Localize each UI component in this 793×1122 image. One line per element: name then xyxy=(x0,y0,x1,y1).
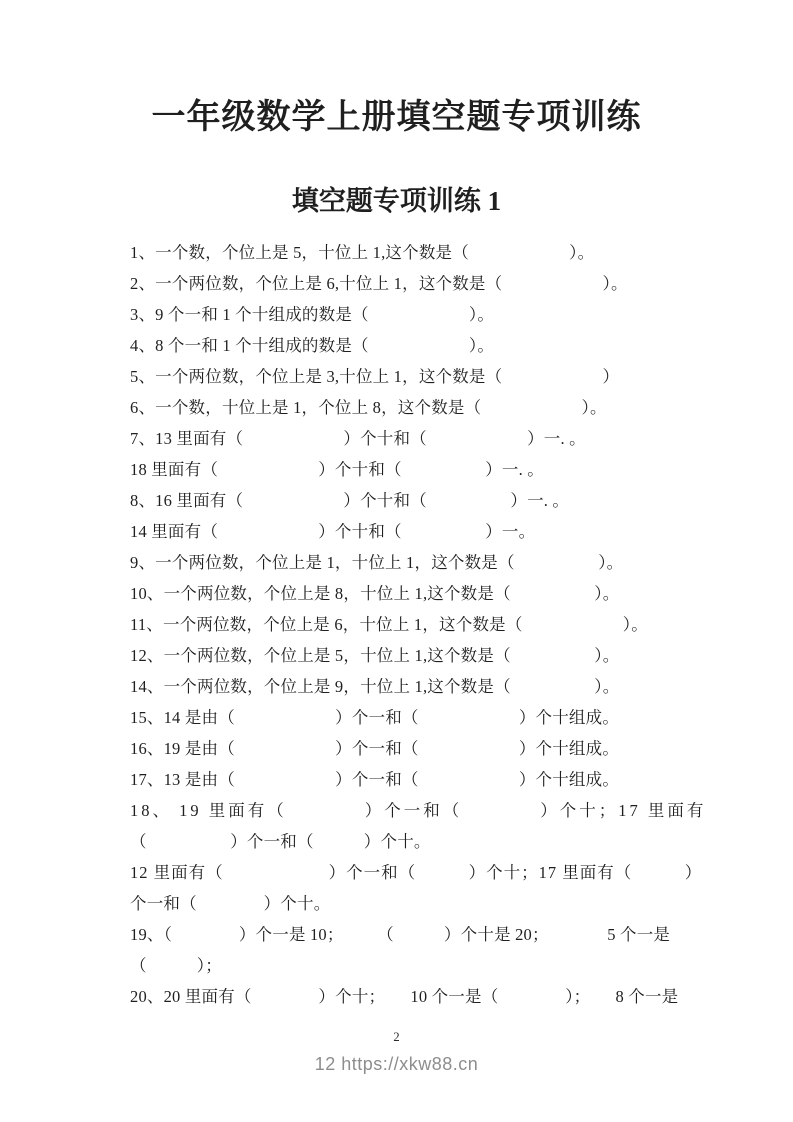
question-line: 16、19 是由（ ）个一和（ ）个十组成。 xyxy=(130,739,620,759)
question-line: （ ）个一和（ ）个十。 xyxy=(130,832,431,852)
question-line: 3、9 个一和 1 个十组成的数是（ ）。 xyxy=(130,305,495,325)
question-line: 12、一个两位数，个位上是 5，十位上 1,这个数是（ ）。 xyxy=(130,646,620,666)
question-list xyxy=(130,237,713,1012)
question-line: 6、一个数，十位上是 1，个位上 8，这个数是（ ）。 xyxy=(130,398,607,418)
question-line: 15、14 是由（ ）个一和（ ）个十组成。 xyxy=(130,708,620,728)
question-line: 2、一个两位数，个位上是 6,十位上 1，这个数是（ ）。 xyxy=(130,274,628,294)
question-line: 4、8 个一和 1 个十组成的数是（ ）。 xyxy=(130,336,495,356)
question-line: 18、 19 里面有（ ）个一和（ ）个十；17 里面有 xyxy=(130,801,707,821)
question-line: 1、一个数，个位上是 5，十位上 1,这个数是（ ）。 xyxy=(130,243,595,263)
question-line: 5、一个两位数，个位上是 3,十位上 1，这个数是（ ） xyxy=(130,367,620,387)
question-line: 10、一个两位数，个位上是 8，十位上 1,这个数是（ ）。 xyxy=(130,584,620,604)
question-line: 12 里面有（ ）个一和（ ）个十；17 里面有（ ） xyxy=(130,863,703,883)
question-line: 14 里面有（ ）个十和（ ）一。 xyxy=(130,522,536,542)
page-number: 2 xyxy=(393,1030,400,1045)
footer-site-link[interactable]: 12 https://xkw88.cn xyxy=(314,1054,479,1075)
question-line: 11、一个两位数，个位上是 6，十位上 1，这个数是（ ）。 xyxy=(130,615,648,635)
question-line: 17、13 是由（ ）个一和（ ）个十组成。 xyxy=(130,770,620,790)
question-line: 20、20 里面有（ ）个十； 10 个一是（ ）； 8 个一是 xyxy=(130,987,679,1007)
page-title: 一年级数学上册填空题专项训练 xyxy=(151,99,642,136)
question-line: 19、（ ）个一是 10； （ ）个十是 20； 5 个一是 xyxy=(130,925,671,945)
question-line: 7、13 里面有（ ）个十和（ ）一. 。 xyxy=(130,429,586,449)
section-title: 填空题专项训练 1 xyxy=(291,185,502,216)
question-line: 18 里面有（ ）个十和（ ）一. 。 xyxy=(130,460,544,480)
question-line: 个一和（ ）个十。 xyxy=(130,894,331,914)
question-line: 14、一个两位数，个位上是 9，十位上 1,这个数是（ ）。 xyxy=(130,677,620,697)
question-line: 9、一个两位数，个位上是 1，十位上 1，这个数是（ ）。 xyxy=(130,553,624,573)
question-line: 8、16 里面有（ ）个十和（ ）一. 。 xyxy=(130,491,570,511)
question-line: （ ）； xyxy=(130,956,222,976)
